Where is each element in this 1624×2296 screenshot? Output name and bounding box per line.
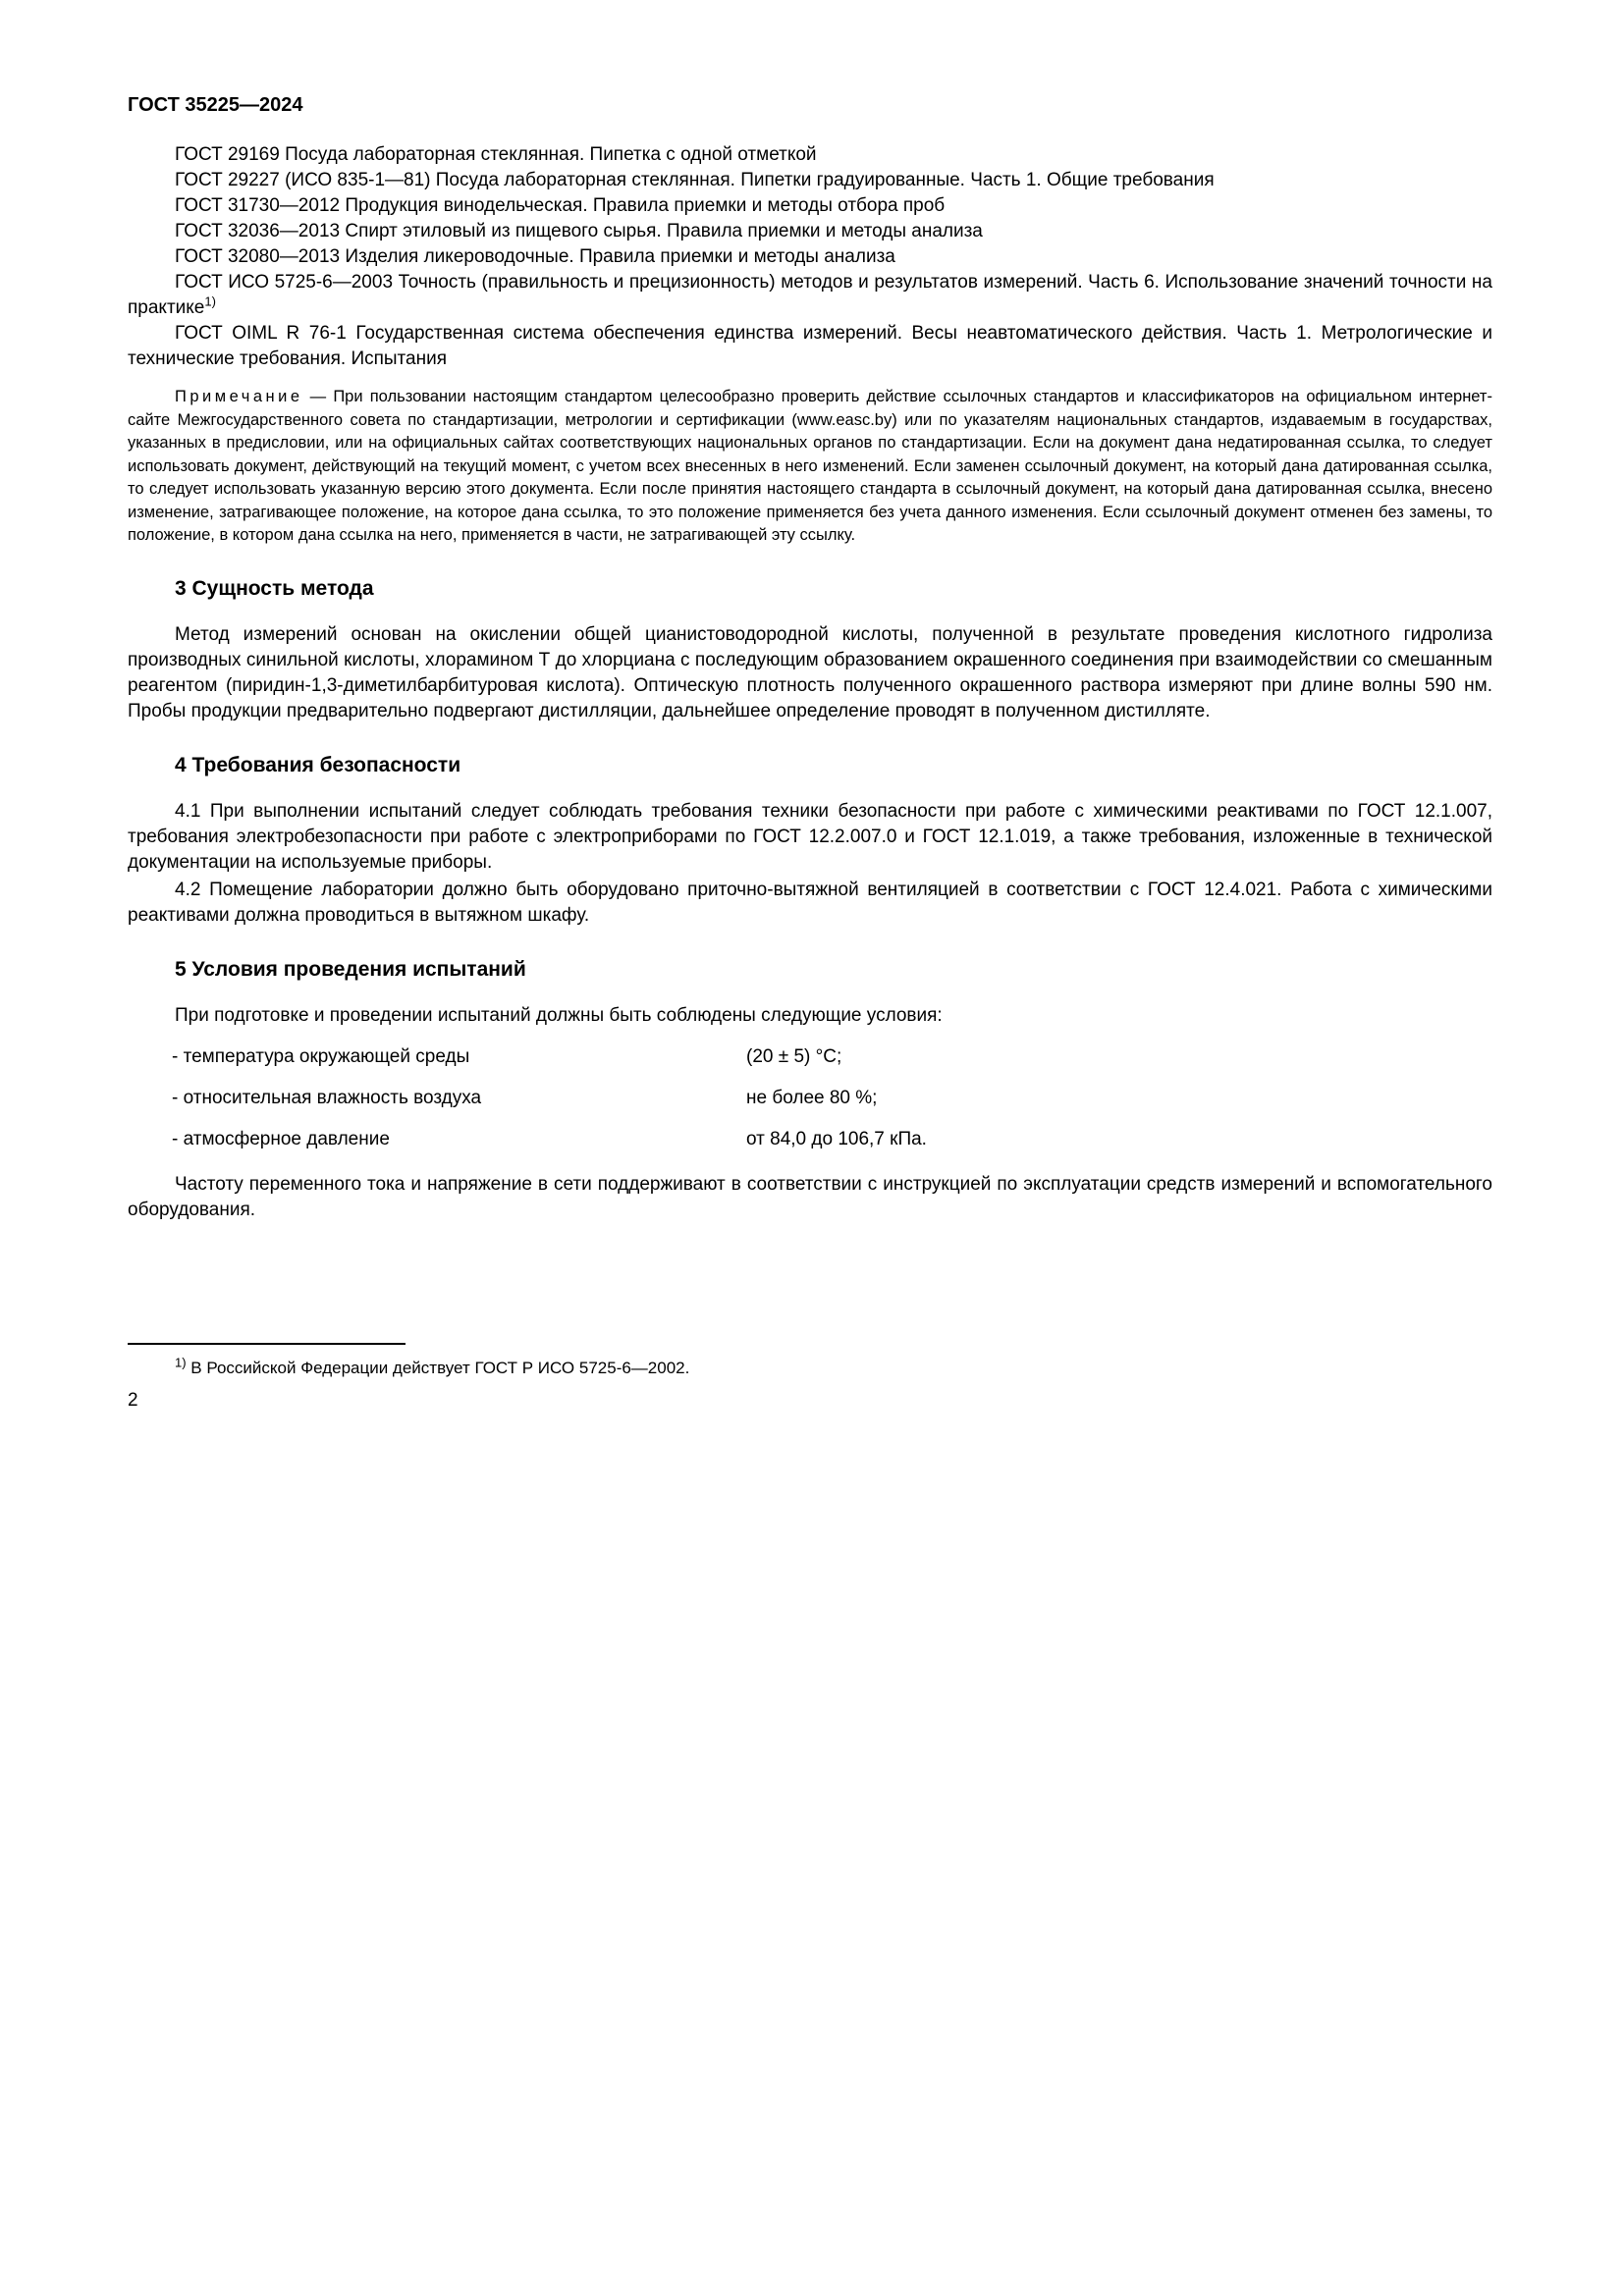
note-text: — При пользовании настоящим стандартом целесообразно проверить действие ссылочных стандартов и классификаторов на официальном интернет-сайте Межгосударственного совета по стандартизации, метрологии и сертификации (www.easc.by) или по указателям национальных стандартов, издаваемым в государствах, указанных в предисловии, или на официальных сайтах соответствующих национальных органов по стандартизации. Если на документ дана недатированная ссылка, то следует использовать документ, действующий на текущий момент, с учетом всех внесенных в него изменений. Если заменен ссылочный документ, на который дана датированная ссылка, то следует использовать указанную версию этого документа. Если после принятия настоящего стандарта в ссылочный документ, на который дана датированная ссылка, внесено изменение, затрагивающее положение, на которое дана ссылка, то это положение применяется без учета данного изменения. Если ссылочный документ отменен без замены, то положение, в котором дана ссылка на него, применяется в части, не затрагивающей эту ссылку.: [128, 388, 1492, 544]
footnote-body: В Российской Федерации действует ГОСТ Р ИСО 5725-6—2002.: [186, 1359, 690, 1377]
reference-item: ГОСТ 29169 Посуда лабораторная стеклянная. Пипетка с одной отметкой: [175, 144, 817, 165]
doc-number-header: ГОСТ 35225—2024: [128, 94, 303, 116]
section-4-1-paragraph: 4.1 При выполнении испытаний следует соблюдать требования техники безопасности при работе с химическими реактивами по ГОСТ 12.1.007, требования электробезопасности при работе с электроприборами по ГОСТ 12.2.007.0 и ГОСТ 12.1.019, а также требования, изложенные в технической документации на используемые приборы.: [128, 800, 1492, 873]
footnote-area: [128, 1343, 1492, 1379]
reference-item-with-footnote: [128, 270, 1492, 321]
condition-value: от 84,0 до 106,7 кПа.: [746, 1128, 927, 1149]
conditions-list: [128, 1044, 1492, 1152]
footnote-text: [128, 1357, 1492, 1379]
condition-label: - температура окружающей среды: [172, 1045, 470, 1067]
condition-row: [128, 1086, 1492, 1111]
reference-item: ГОСТ 32036—2013 Спирт этиловый из пищевого сырья. Правила приемки и методы анализа: [175, 221, 983, 241]
footnote-divider: [128, 1343, 406, 1345]
page-number: 2: [128, 1390, 138, 1411]
references-list: [128, 142, 1492, 372]
section-3-paragraph: Метод измерений основан на окислении общей цианистоводородной кислоты, полученной в результате проведения кислотного гидролиза производных синильной кислоты, хлорамином Т до хлорциана с последующим образованием окрашенного соединения при взаимодействии со смешанным реагентом (пиридин-1,3-диметилбарбитуровая кислота). Оптическую плотность полученного окрашенного раствора измеряют при длине волны 590 нм. Пробы продукции предварительно подвергают дистилляции, дальнейшее определение проводят в полученном дистилляте.: [128, 623, 1492, 721]
condition-value: (20 ± 5) °C;: [746, 1045, 842, 1067]
reference-item: ГОСТ 31730—2012 Продукция винодельческая. Правила приемки и методы отбора проб: [175, 195, 946, 216]
condition-row: [128, 1127, 1492, 1152]
note-label: Примечание: [175, 388, 303, 405]
section-5-heading: 5 Условия проведения испытаний: [175, 957, 526, 981]
section-3-heading: 3 Сущность метода: [175, 576, 374, 600]
section-4-2-paragraph: 4.2 Помещение лаборатории должно быть оборудовано приточно-вытяжной вентиляцией в соответствии с ГОСТ 12.4.021. Работа с химическими реактивами должна проводиться в вытяжном шкафу.: [128, 879, 1492, 926]
footnote-marker: 1): [175, 1355, 187, 1370]
section-4-heading: 4 Требования безопасности: [175, 753, 461, 776]
condition-label: - относительная влажность воздуха: [172, 1087, 482, 1108]
reference-item: ГОСТ 29227 (ИСО 835-1—81) Посуда лабораторная стеклянная. Пипетки градуированные. Часть 1. Общие требования: [175, 170, 1215, 190]
condition-value: не более 80 %;: [746, 1087, 878, 1108]
section-5-closing-paragraph: Частоту переменного тока и напряжение в сети поддерживают в соответствии с инструкцией по эксплуатации средств измерений и вспомогательного оборудования.: [128, 1173, 1492, 1220]
condition-row: [128, 1044, 1492, 1070]
reference-item: ГОСТ OIML R 76-1 Государственная система обеспечения единства измерений. Весы неавтоматического действия. Часть 1. Метрологические и технические требования. Испытания: [128, 323, 1492, 369]
reference-item: ГОСТ 32080—2013 Изделия ликероводочные. Правила приемки и методы анализа: [175, 246, 895, 267]
footnote-marker: 1): [204, 294, 216, 309]
reference-text: ГОСТ ИСО 5725-6—2003 Точность (правильность и прецизионность) методов и результатов измерений. Часть 6. Использование значений точности на практике: [128, 272, 1492, 318]
condition-label: - атмосферное давление: [172, 1128, 390, 1149]
note-paragraph: [128, 386, 1492, 548]
section-5-intro: При подготовке и проведении испытаний должны быть соблюдены следующие условия:: [175, 1004, 943, 1026]
